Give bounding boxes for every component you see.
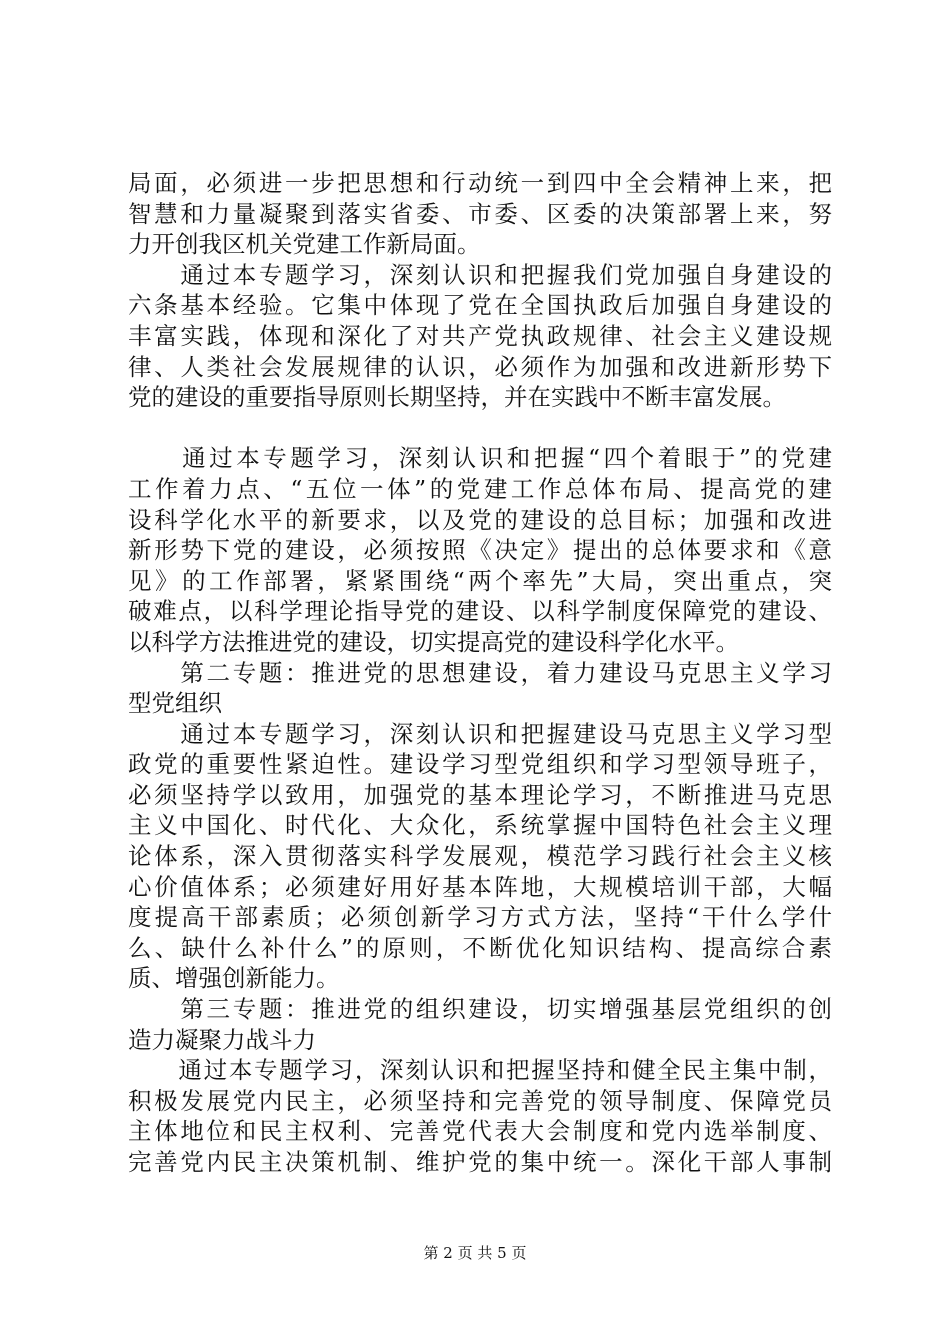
text-line: 通过本专题学习，深刻认识和把握我们党加强自身建设的 bbox=[128, 260, 832, 289]
text-line: 破难点，以科学理论指导党的建设、以科学制度保障党的建设、 bbox=[128, 597, 832, 626]
section-heading: 第三专题：推进党的组织建设，切实增强基层党组织的创 bbox=[128, 995, 832, 1024]
text-line: 主义中国化、时代化、大众化，系统掌握中国特色社会主义理 bbox=[128, 811, 832, 840]
text-line: 必须坚持学以致用，加强党的基本理论学习，不断推进马克思 bbox=[128, 780, 832, 809]
text-line: 局面，必须进一步把思想和行动统一到四中全会精神上来，把 bbox=[128, 169, 832, 197]
text-line: 见》的工作部署，紧紧围绕“两个率先”大局，突出重点，突 bbox=[128, 566, 832, 595]
text-line: 丰富实践，体现和深化了对共产党执政规律、社会主义建设规 bbox=[128, 321, 832, 350]
text-line: 通过本专题学习，深刻认识和把握建设马克思主义学习型 bbox=[128, 719, 832, 748]
text-line: 么、缺什么补什么”的原则，不断优化知识结构、提高综合素 bbox=[128, 933, 832, 962]
text-line: 智慧和力量凝聚到落实省委、市委、区委的决策部署上来，努 bbox=[128, 199, 832, 228]
text-line: 质、增强创新能力。 bbox=[128, 964, 340, 993]
text-line: 通过本专题学习，深刻认识和把握坚持和健全民主集中制， bbox=[128, 1056, 832, 1085]
document-body bbox=[128, 168, 832, 1178]
text-line: 通过本专题学习，深刻认识和把握“四个着眼于”的党建 bbox=[128, 444, 832, 473]
text-line: 心价值体系；必须建好用好基本阵地，大规模培训干部，大幅 bbox=[128, 872, 832, 901]
page-number-footer: 第 2 页 共 5 页 bbox=[423, 1244, 527, 1262]
blank-line bbox=[128, 413, 832, 444]
text-line: 论体系，深入贯彻落实科学发展观，模范学习践行社会主义核 bbox=[128, 842, 832, 871]
text-line: 力开创我区机关党建工作新局面。 bbox=[128, 230, 481, 259]
section-heading: 型党组织 bbox=[128, 689, 222, 718]
section-heading: 造力凝聚力战斗力 bbox=[128, 1025, 316, 1054]
text-line: 主体地位和民主权利、完善党代表大会制度和党内选举制度、 bbox=[128, 1117, 832, 1146]
text-line: 六条基本经验。它集中体现了党在全国执政后加强自身建设的 bbox=[128, 291, 832, 320]
text-line: 党的建设的重要指导原则长期坚持，并在实践中不断丰富发展。 bbox=[128, 383, 786, 412]
text-line: 度提高干部素质；必须创新学习方式方法，坚持“干什么学什 bbox=[128, 903, 832, 932]
text-line: 工作着力点、“五位一体”的党建工作总体布局、提高党的建 bbox=[128, 474, 832, 503]
text-line: 完善党内民主决策机制、维护党的集中统一。深化干部人事制 bbox=[128, 1148, 832, 1176]
section-heading: 第二专题：推进党的思想建设，着力建设马克思主义学习 bbox=[128, 658, 832, 687]
text-line: 政党的重要性紧迫性。建设学习型党组织和学习型领导班子， bbox=[128, 750, 832, 779]
text-line: 设科学化水平的新要求，以及党的建设的总目标；加强和改进 bbox=[128, 505, 832, 534]
text-line: 积极发展党内民主，必须坚持和完善党的领导制度、保障党员 bbox=[128, 1086, 832, 1115]
text-line: 以科学方法推进党的建设，切实提高党的建设科学化水平。 bbox=[128, 627, 739, 656]
text-line: 律、人类社会发展规律的认识，必须作为加强和改进新形势下 bbox=[128, 352, 832, 381]
text-line: 新形势下党的建设，必须按照《决定》提出的总体要求和《意 bbox=[128, 536, 832, 565]
